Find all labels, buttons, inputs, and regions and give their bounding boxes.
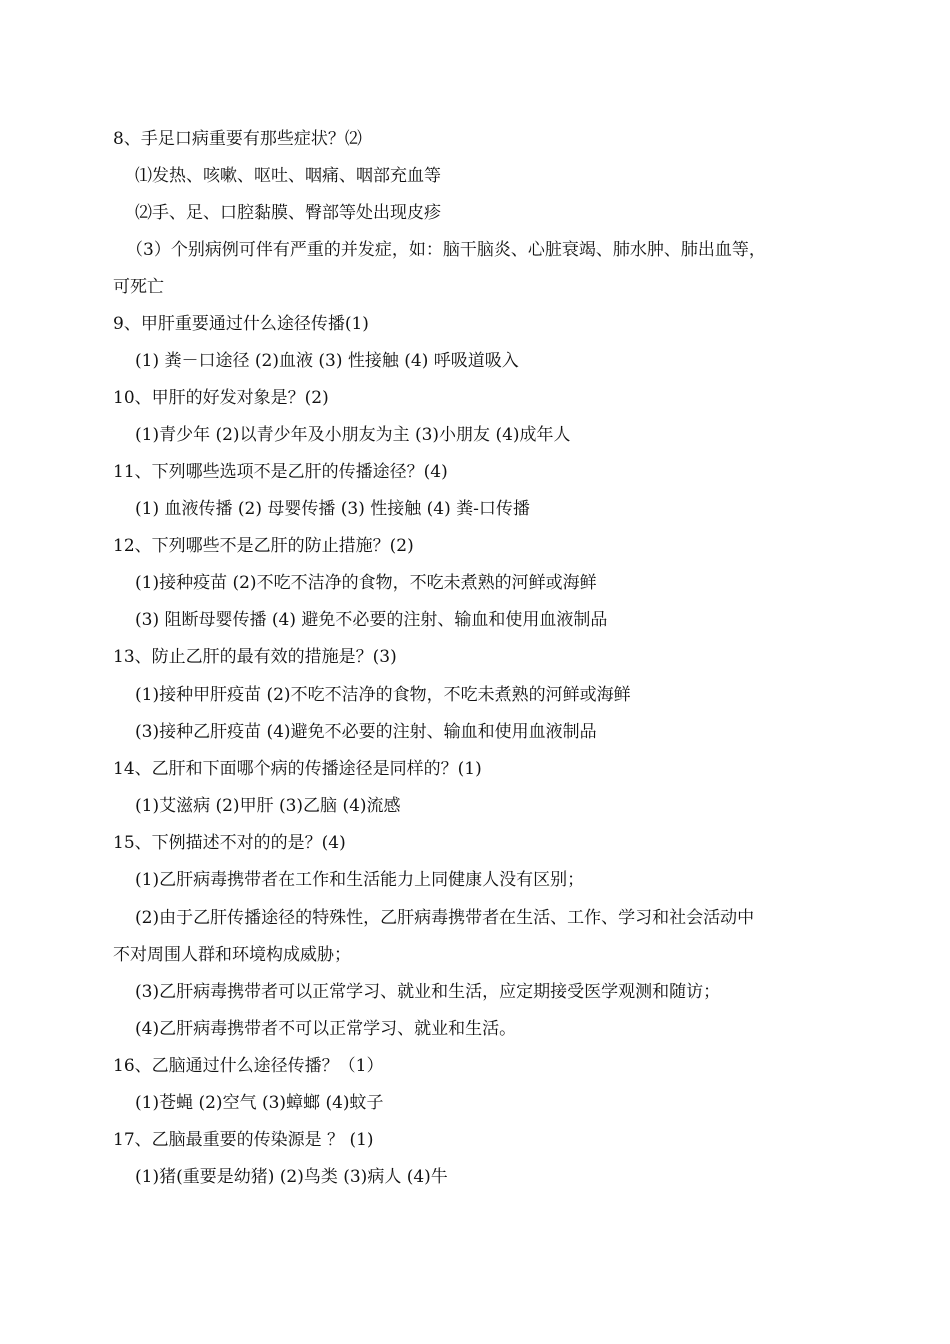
question-17: 17、乙脑最重要的传染源是 ？ (1) <box>113 1130 374 1150</box>
options-17: (1)猪(重要是幼猪) (2)鸟类 (3)病人 (4)牛 <box>135 1167 448 1187</box>
question-11: 11、下列哪些选项不是乙肝的传播途径？(4) <box>113 462 448 482</box>
question-12: 12、下列哪些不是乙肝的防止措施？(2) <box>113 536 414 556</box>
options-11: (1) 血液传播 (2) 母婴传播 (3) 性接触 (4) 粪-口传播 <box>135 499 530 519</box>
question-9: 9、甲肝重要通过什么途径传播(1) <box>113 314 369 334</box>
option-8-3-continued: 可死亡 <box>113 277 164 297</box>
options-13-line-1: (1)接种甲肝疫苗 (2)不吃不洁净的食物，不吃未煮熟的河鲜或海鲜 <box>135 685 631 705</box>
options-16: (1)苍蝇 (2)空气 (3)蟑螂 (4)蚊子 <box>135 1093 384 1113</box>
option-8-2: ⑵手、足、口腔黏膜、臀部等处出现皮疹 <box>135 203 441 223</box>
question-15: 15、下例描述不对的的是？(4) <box>113 833 346 853</box>
options-12-line-2: (3) 阻断母婴传播 (4) 避免不必要的注射、输血和使用血液制品 <box>135 610 608 630</box>
option-15-3: (3)乙肝病毒携带者可以正常学习、就业和生活，应定期接受医学观测和随访； <box>135 982 721 1002</box>
option-15-1: (1)乙肝病毒携带者在工作和生活能力上同健康人没有区别； <box>135 870 585 890</box>
options-12-line-1: (1)接种疫苗 (2)不吃不洁净的食物，不吃未煮熟的河鲜或海鲜 <box>135 573 597 593</box>
option-15-2-continued: 不对周围人群和环境构成威胁； <box>113 945 351 965</box>
options-14: (1)艾滋病 (2)甲肝 (3)乙脑 (4)流感 <box>135 796 401 816</box>
question-13: 13、防止乙肝的最有效的措施是？(3) <box>113 647 397 667</box>
options-13-line-2: (3)接种乙肝疫苗 (4)避免不必要的注射、输血和使用血液制品 <box>135 722 597 742</box>
option-15-2: (2)由于乙肝传播途径的特殊性，乙肝病毒携带者在生活、工作、学习和社会活动中 <box>135 908 755 928</box>
option-8-3: （3）个别病例可伴有严重的并发症，如：脑干脑炎、心脏衰竭、肺水肿、肺出血等， <box>126 240 766 260</box>
option-8-1: ⑴发热、咳嗽、呕吐、咽痛、咽部充血等 <box>135 166 441 186</box>
options-9: (1) 粪－口途径 (2)血液 (3) 性接触 (4) 呼吸道吸入 <box>135 351 519 371</box>
options-10: (1)青少年 (2)以青少年及小朋友为主 (3)小朋友 (4)成年人 <box>135 425 571 445</box>
question-8: 8、手足口病重要有那些症状？⑵ <box>113 129 362 149</box>
question-14: 14、乙肝和下面哪个病的传播途径是同样的？(1) <box>113 759 482 779</box>
question-10: 10、甲肝的好发对象是？(2) <box>113 388 329 408</box>
question-16: 16、乙脑通过什么途径传播？（1） <box>113 1056 384 1076</box>
option-15-4: (4)乙肝病毒携带者不可以正常学习、就业和生活。 <box>135 1019 517 1039</box>
